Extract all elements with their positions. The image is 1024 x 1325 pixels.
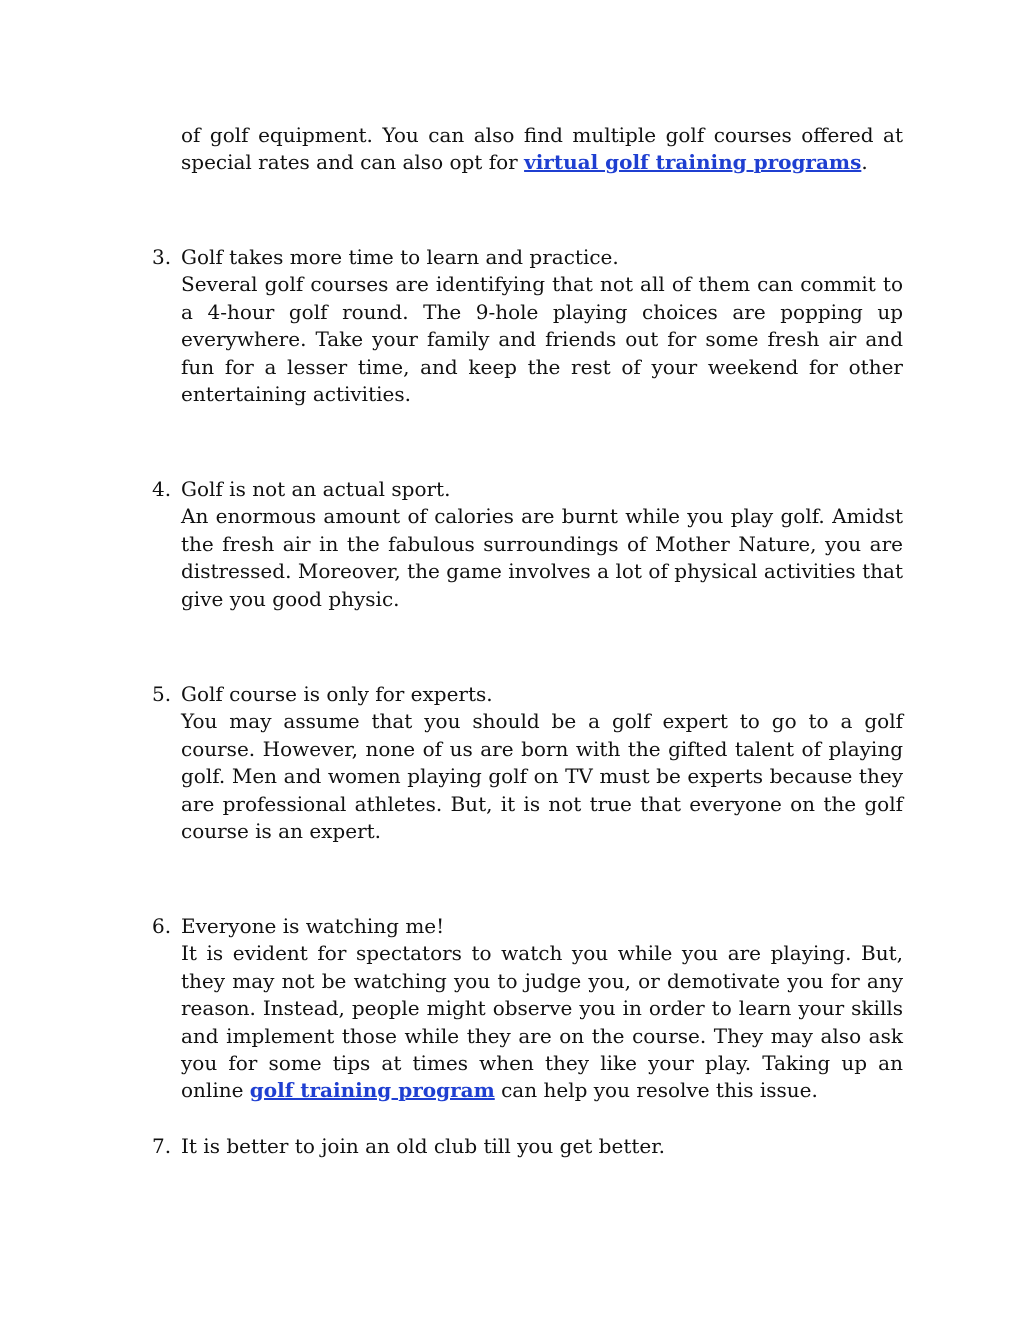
list-item-6 [181, 913, 903, 1105]
list-item-4 [181, 476, 903, 613]
item-6-body-after: can help you resolve this issue. [494, 1078, 818, 1103]
intro-text-after: . [861, 150, 868, 175]
list-item-5 [181, 681, 903, 845]
item-5-heading: Golf course is only for experts. [181, 682, 493, 706]
item-6-body-text: It is evident for spectators to watch you while you are playing. But, they may not be watching you to judge you, or demotivate you for any reason. Instead, people might observe you in order to learn your skills and implement those while they are on the course. They may also ask you for some tips at times when they like your play. Taking up an online [181, 941, 903, 1103]
item-3-body: Several golf courses are identifying that not all of them can commit to a 4-hour golf round. The 9-hole playing choices are popping up everywhere. Take your family and friends out for some fresh air and fun for a lesser time, and keep the rest of your weekend for other entertaining activities. [181, 272, 903, 407]
item-5-number: 5. [152, 682, 172, 706]
list-item-3 [181, 244, 903, 408]
item-6-number: 6. [152, 914, 172, 938]
virtual-golf-training-link[interactable]: virtual golf training programs [524, 150, 862, 175]
intro-text [181, 122, 903, 177]
item-7-heading: It is better to join an old club till you get better. [181, 1134, 665, 1158]
list-item-7 [181, 1133, 903, 1160]
item-6-heading: Everyone is watching me! [181, 914, 445, 938]
intro-paragraph [181, 122, 903, 177]
item-4-heading: Golf is not an actual sport. [181, 477, 451, 501]
intro-text-before: of golf equipment. You can also find multiple golf courses offered at special rates and can also opt for [181, 123, 903, 175]
item-3-number: 3. [152, 245, 172, 269]
item-6-body [181, 940, 903, 1104]
item-5-body: You may assume that you should be a golf expert to go to a golf course. However, none of us are born with the gifted talent of playing golf. Men and women playing golf on TV must be experts because they are professional athletes. But, it is not true that everyone on the golf course is an expert. [181, 709, 903, 844]
item-4-number: 4. [152, 477, 172, 501]
golf-training-program-link[interactable]: golf training program [249, 1078, 495, 1103]
item-7-number: 7. [152, 1134, 172, 1158]
item-3-heading: Golf takes more time to learn and practice. [181, 245, 619, 269]
item-4-body: An enormous amount of calories are burnt while you play golf. Amidst the fresh air in the fabulous surroundings of Mother Nature, you are distressed. Moreover, the game involves a lot of physical activities that give you good physic. [181, 504, 903, 611]
